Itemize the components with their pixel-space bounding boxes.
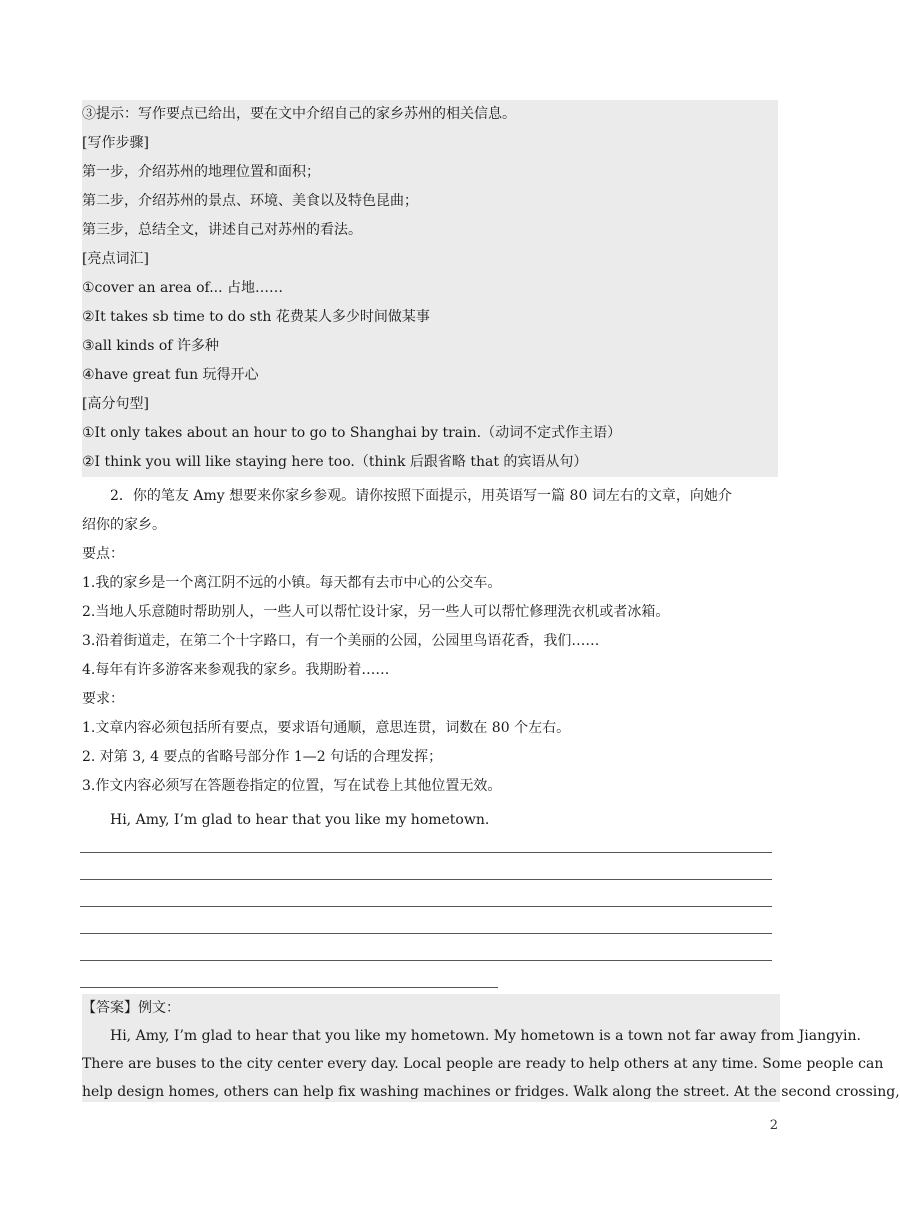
- requirements-heading: 要求：: [82, 691, 124, 707]
- sentences-heading: [高分句型]: [82, 390, 778, 419]
- page-number: 2: [769, 1118, 778, 1133]
- answer-blank-line: [80, 933, 772, 934]
- point-line: 1.我的家乡是一个离江阴不远的小镇。每天都有去市中心的公交车。: [82, 575, 502, 591]
- vocab-line: ③all kinds of 许多种: [82, 332, 778, 361]
- vocab-line: ④have great fun 玩得开心: [82, 361, 778, 390]
- vocab-line: ②It takes sb time to do sth 花费某人多少时间做某事: [82, 303, 778, 332]
- hint-line: ③提示：写作要点已给出，要在文中介绍自己的家乡苏州的相关信息。: [82, 100, 778, 129]
- question-prompt: 2．你的笔友 Amy 想要来你家乡参观。请你按照下面提示，用英语写一篇 80 词左右的文章，向她介: [110, 488, 732, 504]
- requirement-line: 2. 对第 3, 4 要点的省略号部分作 1—2 句话的合理发挥；: [82, 749, 443, 765]
- answer-blank-line: [80, 879, 772, 880]
- answer-blank-line: [80, 960, 772, 961]
- step-line: 第三步，总结全文，讲述自己对苏州的看法。: [82, 216, 778, 245]
- answer-heading: 【答案】例文：: [82, 994, 780, 1022]
- essay-opening: Hi, Amy, I’m glad to hear that you like my hometown.: [110, 812, 490, 828]
- vocab-line: ①cover an area of... 占地……: [82, 274, 778, 303]
- requirement-line: 1.文章内容必须包括所有要点，要求语句通顺，意思连贯，词数在 80 个左右。: [82, 720, 571, 736]
- answer-line: There are buses to the city center every day. Local people are ready to help others at any time. Some people can: [82, 1050, 780, 1078]
- step-line: 第二步，介绍苏州的景点、环境、美食以及特色昆曲；: [82, 187, 778, 216]
- vocab-heading: [亮点词汇]: [82, 245, 778, 274]
- question-prompt-cont: 绍你的家乡。: [82, 517, 166, 533]
- sentence-line: ①It only takes about an hour to go to Shanghai by train.（动词不定式作主语）: [82, 419, 778, 448]
- point-line: 3.沿着街道走，在第二个十字路口，有一个美丽的公园，公园里鸟语花香，我们……: [82, 633, 600, 649]
- steps-heading: [写作步骤]: [82, 129, 778, 158]
- point-line: 4.每年有许多游客来参观我的家乡。我期盼着……: [82, 662, 390, 678]
- points-heading: 要点：: [82, 546, 124, 562]
- sentence-line: ②I think you will like staying here too.（think 后跟省略 that 的宾语从句）: [82, 448, 778, 477]
- answer-blank-line: [80, 852, 772, 853]
- point-line: 2.当地人乐意随时帮助别人，一些人可以帮忙设计家，另一些人可以帮忙修理洗衣机或者冰箱。: [82, 604, 670, 620]
- answer-line: help design homes, others can help fix washing machines or fridges. Walk along the street. At the second crossing,: [82, 1078, 780, 1102]
- answer-line: Hi, Amy, I’m glad to hear that you like my hometown. My hometown is a town not far away from Jiangyin.: [82, 1022, 780, 1050]
- answer-blank-line: [80, 906, 772, 907]
- answer-blank-line: [80, 987, 498, 988]
- requirement-line: 3.作文内容必须写在答题卷指定的位置，写在试卷上其他位置无效。: [82, 778, 502, 794]
- step-line: 第一步，介绍苏州的地理位置和面积；: [82, 158, 778, 187]
